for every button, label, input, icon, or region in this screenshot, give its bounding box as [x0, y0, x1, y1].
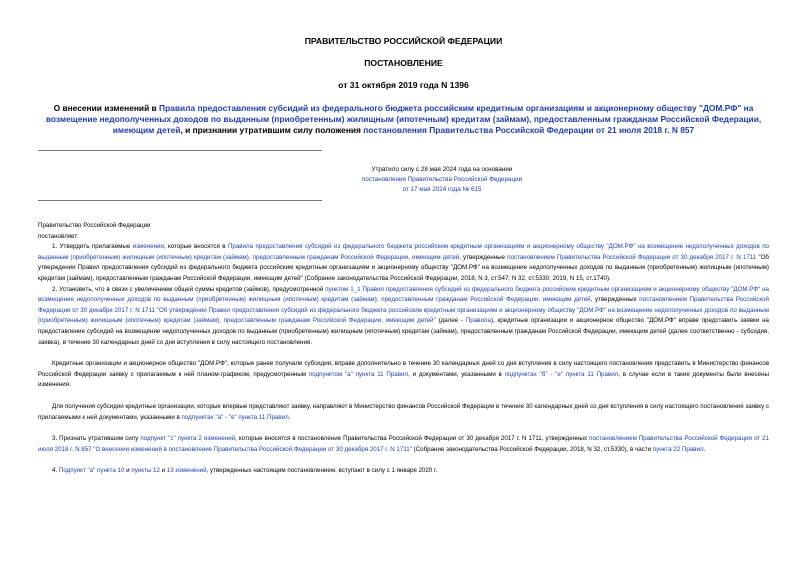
- paragraph-text: , утвержденные: [459, 253, 508, 261]
- paragraph-text: , утвержденных настоящим постановлением, вступают в силу с 1 января 2020 г.: [206, 467, 438, 475]
- paragraph-text: и: [124, 467, 132, 475]
- paragraph-text: , утвержденных: [590, 296, 640, 304]
- paragraph-text: 1. Утвердить прилагаемые: [52, 243, 133, 251]
- repeal-notice-link[interactable]: от 17 мая 2024 года № 615: [402, 186, 482, 193]
- link-subpoint-a[interactable]: подпунктом "а" пункта 11 Правил: [308, 370, 409, 378]
- divider: [38, 150, 322, 151]
- link-point-22[interactable]: пункта 22 Правил: [652, 445, 704, 453]
- document-date: от 31 октября 2019 года N 1396: [338, 80, 469, 90]
- link-point-1-1[interactable]: пунктом 1_1 Правил предоставления субсидий из федерального бюджета российским кредитным организациям и акционерному обществу "ДОМ.РФ" на возмещение недополученных доходов по выданным (приобретенным) жилищным (ипотечным) кредитам (займам), предоставленным гражданам Российской Федерации, имеющим детей: [38, 285, 769, 304]
- paragraph-text: и: [159, 467, 167, 475]
- document-type: ПОСТАНОВЛЕНИЕ: [364, 58, 443, 68]
- paragraph-text: .: [288, 413, 291, 421]
- paragraph-5: [38, 434, 769, 455]
- title-text: О внесении изменений в: [53, 103, 160, 113]
- link-subpoints-a-e[interactable]: подпунктах "а" - "е" пункта 11 Правил: [181, 413, 289, 421]
- paragraph-text: (далее -: [435, 317, 466, 325]
- paragraph-4: [38, 402, 769, 423]
- paragraph-2: [38, 285, 769, 349]
- paragraph-text: , которые вносятся в постановление Правительства Российской Федерации от 30 декабря 2017 г. N 1711, утвержденных: [235, 435, 590, 443]
- preamble: постановляет:: [38, 232, 79, 240]
- paragraph-text: .: [703, 445, 706, 453]
- paragraph-text: Для получения субсидии кредитные организации, которые впервые представляют заявку, направляют в Министерство финансов Российской Федерации в течение 30 календарных дней со дня вступления в силу настоящего постановления заявку с прилагаемыми к ней документами, указанными в: [38, 402, 769, 421]
- link-decree-857[interactable]: постановлением Правительства Российской Федерации от 21 июля 2018 г. N 857 "О внесении изменений в постановление Правительства Российской Федерации от 30 декабря 2017 г. N 1711": [38, 435, 769, 453]
- paragraph-text: 3. Признать утратившим силу: [52, 435, 141, 443]
- link-decree-1711[interactable]: постановлением Правительства Российской Федерации от 30 декабря 2017 г. N 1711 "Об утверждении Правил предоставления субсидий из федерального бюджета российским кредитным организациям и акционерному обществу "ДОМ.РФ" на возмещение недополученных доходов по выданным (приобретенным) жилищным (ипотечным) кредитам (займам), предоставленным гражданам Российской Федерации, имеющим детей": [38, 296, 769, 325]
- paragraph-text: "Об утверждении Правил предоставления субсидий из федерального бюджета российским кредитным организациям и акционерному обществу "ДОМ.РФ" на возмещение недополученных доходов по выданным (приобретенным) жилищным (ипотечным) кредитам (займам), предоставленным гражданам Российской Федерации, имеющим детей" (Собрание законодательства Российской Федерации, 2018, N 3, ст.547; N 32, ст.5330; 2019, N 15, ст.1740).: [38, 253, 769, 282]
- title-link-rules[interactable]: Правила предоставления субсидий из федерального бюджета российским кредитным организациям и акционерному обществу "ДОМ.РФ" на возмещение недополученных доходов по выданным (приобретенным) жилищным (ипотечным) кредитам (займам), предоставленным гражданам Российской Федерации, имеющим детей: [45, 103, 762, 135]
- title-link-decree-857[interactable]: постановления Правительства Российской Федерации от 21 июля 2018 г. N 857: [363, 125, 695, 135]
- link-subpoint-a-10[interactable]: Подпункт "а" пункта 10: [58, 467, 125, 475]
- document-body: [38, 221, 769, 477]
- paragraph-text: (Собрание законодательства Российской Федерации, 2018, N 32, ст.5330), в части: [411, 445, 653, 453]
- link-rules[interactable]: Правила: [465, 317, 491, 325]
- paragraph-text: 4.: [52, 467, 59, 475]
- paragraph-6: [38, 466, 769, 477]
- link-changes[interactable]: изменения: [132, 243, 164, 251]
- government-name: ПРАВИТЕЛЬСТВО РОССИЙСКОЙ ФЕДЕРАЦИИ: [304, 36, 503, 46]
- link-subpoints-b-e[interactable]: подпунктах "б" - "е" пункта 11 Правил: [504, 370, 619, 378]
- divider: [38, 200, 322, 201]
- link-points-12[interactable]: пункты 12: [131, 467, 160, 475]
- link-changes-13[interactable]: 13 изменений: [166, 467, 207, 475]
- title-text: , и признании утратившим силу положения: [180, 125, 364, 135]
- paragraph-text: 2. Установить, что в связи с увеличением общей суммы кредитов (займов), предусмотренной: [52, 285, 326, 293]
- paragraph-text: Кредитные организации и акционерное общество "ДОМ.РФ", которые ранее получали субсидии, вправе дополнительно в течение 30 календарных дней со дня вступления в силу настоящего постановления представить в Министерство финансов Российской Федерации заявку с прилагаемым к ней планом-графиком, предусмотренным: [38, 360, 769, 378]
- link-rules[interactable]: Правила предоставления субсидий из федерального бюджета российским кредитным организациям и акционерному обществу "ДОМ.РФ" на возмещение недополученных доходов по выданным (приобретенным) жилищным (ипотечным) кредитам (займам), предоставленным гражданам Российской Федерации, имеющим детей: [38, 243, 769, 261]
- repeal-notice-link[interactable]: постановления Правительства Российской Федерации: [361, 176, 523, 183]
- link-decree-1711[interactable]: постановлением Правительства Российской Федерации от 30 декабря 2017 г. N 1711: [507, 253, 757, 261]
- document-title: [38, 103, 769, 136]
- repeal-notice-line: Утратило силу с 28 мая 2024 года на основании: [371, 166, 513, 173]
- repeal-notice: [300, 165, 584, 195]
- paragraph-text: ), кредитные организации и акционерное общество "ДОМ.РФ" вправе представить заявки на предоставление субсидий на возмещение недополученных доходов по выданным (приобретенным) жилищным (ипотечным) кредитам (займам), предоставленным гражданам Российской Федерации, имеющим детей (далее соответственно - субсидия, заявка), в течение 30 календарных дней со дня вступления в силу настоящего постановления.: [38, 317, 769, 346]
- link-subpoint-s[interactable]: подпункт "с" пункта 2 изменений: [140, 435, 236, 443]
- preamble: Правительство Российской Федерации: [38, 222, 151, 229]
- paragraph-text: , в случае если в такие документы были внесены изменения.: [38, 370, 769, 389]
- paragraph-3: [38, 359, 769, 391]
- paragraph-1: [38, 242, 769, 284]
- paragraph-text: , и документами, указанными в: [408, 370, 505, 378]
- paragraph-text: , которые вносятся в: [163, 243, 228, 251]
